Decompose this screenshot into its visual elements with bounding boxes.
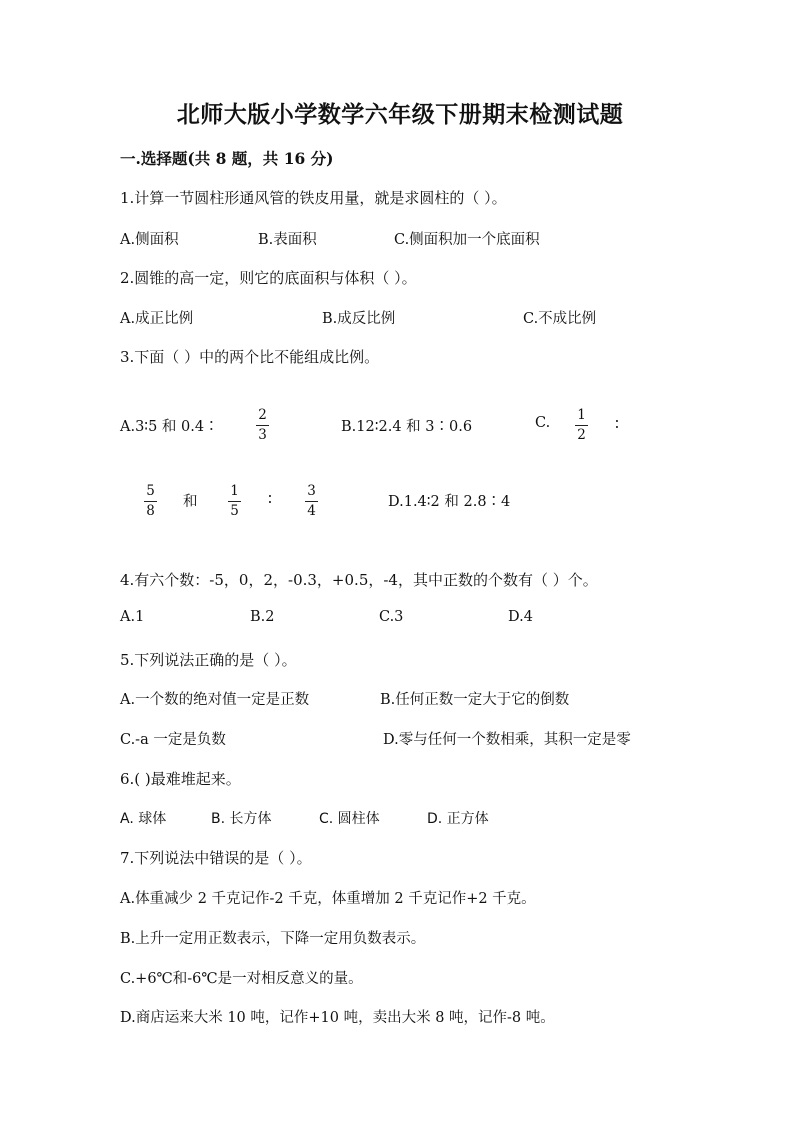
fraction-numerator: 5	[146, 483, 155, 499]
fraction-denominator: 3	[258, 426, 267, 443]
fraction-numerator: 2	[258, 407, 267, 423]
question-1-option-b: B.表面积	[258, 232, 317, 248]
question-6-option-b: B. 长方体	[211, 811, 272, 827]
question-7-option-b: B.上升一定用正数表示，下降一定用负数表示。	[120, 931, 426, 947]
question-3-option-b: B.12∶2.4 和 3∶0.6	[341, 419, 473, 435]
fraction-two-thirds	[256, 409, 269, 442]
fraction-denominator: 8	[146, 502, 155, 519]
question-5-option-c: C.-a 一定是负数	[120, 732, 226, 748]
fraction-numerator: 1	[230, 483, 239, 499]
question-3-option-d: D.1.4∶2 和 2.8∶4	[388, 494, 511, 510]
fraction-one-fifth	[228, 485, 241, 518]
fraction-numerator: 3	[307, 483, 316, 499]
question-6-option-c: C. 圆柱体	[319, 811, 380, 827]
question-2-option-c: C.不成比例	[523, 311, 597, 327]
question-1-option-a: A.侧面积	[120, 232, 179, 248]
question-7-option-c: C.+6℃和-6℃是一对相反意义的量。	[120, 971, 363, 987]
fraction-one-half	[575, 409, 588, 442]
question-1-option-c: C.侧面积加一个底面积	[394, 232, 540, 248]
question-7-option-d: D.商店运来大米 10 吨，记作+10 吨，卖出大米 8 吨，记作-8 吨。	[120, 1010, 555, 1026]
fraction-five-eighths	[144, 485, 157, 518]
fraction-denominator: 2	[577, 426, 586, 443]
question-6-option-a: A. 球体	[120, 811, 167, 827]
question-3-option-c-label: C.	[535, 415, 551, 431]
ratio-colon: ∶	[615, 415, 619, 433]
question-2-option-a: A.成正比例	[120, 311, 194, 327]
fraction-denominator: 4	[307, 502, 316, 519]
question-4-option-d: D.4	[508, 609, 533, 625]
question-7-option-a: A.体重减少 2 千克记作-2 千克，体重增加 2 千克记作+2 千克。	[120, 891, 536, 907]
question-5-option-d: D.零与任何一个数相乘，其积一定是零	[383, 732, 631, 748]
question-6-option-d: D. 正方体	[427, 811, 489, 827]
question-1-stem: 1.计算一节圆柱形通风管的铁皮用量，就是求圆柱的（ ）。	[120, 189, 507, 207]
question-5-stem: 5.下列说法正确的是（ ）。	[120, 651, 297, 669]
question-3-stem: 3.下面（ ）中的两个比不能组成比例。	[120, 348, 380, 366]
question-6-stem: 6.( )最难堆起来。	[120, 770, 241, 788]
question-7-stem: 7.下列说法中错误的是（ ）。	[120, 849, 312, 867]
question-4-option-c: C.3	[379, 609, 404, 625]
question-4-option-a: A.1	[120, 609, 145, 625]
fraction-denominator: 5	[230, 502, 239, 519]
question-5-option-b: B.任何正数一定大于它的倒数	[380, 692, 570, 708]
question-3-option-a: A.3∶5 和 0.4∶	[120, 419, 219, 435]
question-5-option-a: A.一个数的绝对值一定是正数	[120, 692, 310, 708]
fraction-numerator: 1	[577, 407, 586, 423]
question-4-option-b: B.2	[250, 609, 275, 625]
question-2-option-b: B.成反比例	[322, 311, 396, 327]
question-4-stem: 4.有六个数：-5，0，2，-0.3，+0.5，-4，其中正数的个数有（ ）个。	[120, 571, 598, 589]
ratio-colon: ∶	[268, 490, 272, 508]
question-2-stem: 2.圆锥的高一定，则它的底面积与体积（ ）。	[120, 269, 417, 287]
fraction-three-quarters	[305, 485, 318, 518]
section-heading: 一.选择题(共 8 题，共 16 分)	[120, 149, 334, 168]
conjunction-and: 和	[183, 494, 198, 510]
page-title: 北师大版小学数学六年级下册期末检测试题	[176, 101, 624, 128]
